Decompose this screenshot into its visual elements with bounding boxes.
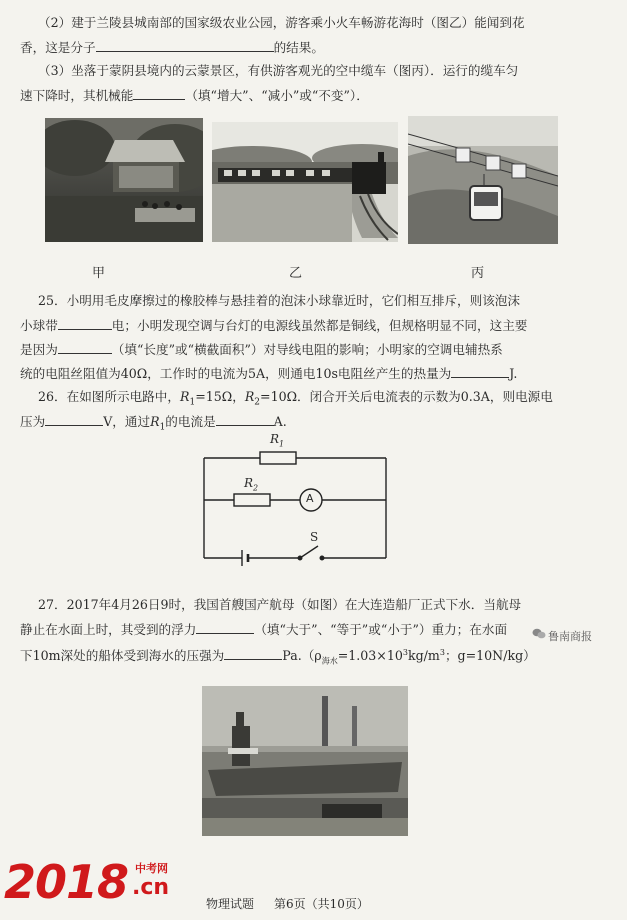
q26-line1: 26．在如图所示电路中，$R_1=15\Omega$，$R_2=10\Omega$．闭合开关后电流表的示数为0.3A，则电源电 [38, 389, 553, 408]
q27-line1: 27．2017年4月26日9时，我国首艘国产航母（如图）在大连造船厂正式下水．当航母 [38, 597, 522, 612]
q25-line4: 统的电阻丝阻值为40Ω，工作时的电流为5A，则通电10s电阻丝产生的热量为 J. [20, 366, 518, 381]
q-prev-2-line1: （2）建于兰陵县城南部的国家级农业公园，游客乘小火车畅游花海时（图乙）能闻到花 [38, 15, 525, 30]
answer-blank [451, 364, 509, 378]
photo-yi [212, 122, 398, 242]
footer-page: 第6页（共10页） [274, 897, 369, 911]
caption-bing: 丙 [471, 266, 485, 281]
footer-subject: 物理试题 [206, 897, 255, 911]
caption-yi: 乙 [289, 266, 303, 281]
logo-year: 2018 [4, 855, 129, 909]
label-r2: $R_2$ [244, 476, 259, 493]
watermark-text: 鲁南商报 [548, 630, 592, 643]
photo-carrier [202, 686, 408, 836]
answer-blank [45, 412, 103, 426]
answer-blank [96, 38, 274, 52]
q-prev-3-line2: 速下降时，其机械能 （填“增大”、“减小”或“不变”）． [20, 88, 369, 103]
q25-line1: 25．小明用毛皮摩擦过的橡胶棒与悬挂着的泡沫小球靠近时，它们相互排斥，则该泡沫 [38, 293, 520, 308]
answer-blank [224, 646, 282, 660]
switch-label: S [310, 530, 319, 544]
circuit-diagram [190, 430, 420, 570]
answer-blank [216, 412, 274, 426]
answer-blank [196, 620, 254, 634]
ammeter-label: A [306, 492, 314, 505]
wechat-icon [532, 628, 546, 639]
q26-line2: 压为 V，通过$R_1$的电流是 A. [20, 414, 287, 433]
q27-line2: 静止在水面上时，其受到的浮力 （填“大于”、“等于”或“小于”）重力；在水面 [20, 622, 508, 637]
answer-blank [133, 86, 185, 100]
q25-line3: 是因为 （填“长度”或“横截面积”）对导线电阻的影响；小明家的空调电辅热系 [20, 342, 503, 357]
answer-blank [58, 340, 112, 354]
q-prev-2-line2: 香，这是分子 的结果。 [20, 40, 324, 55]
photo-bing [408, 116, 558, 244]
logo-domain: .cn [132, 875, 170, 900]
answer-blank [58, 316, 112, 330]
caption-jia: 甲 [92, 266, 106, 281]
q27-line3: 下10m深处的船体受到海水的压强为 $Pa.(\rho_{海水}=1.03\times 10^3kg/m^3$；g=10N/kg） [20, 648, 536, 666]
q-prev-3-line1: （3）坐落于蒙阴县境内的云蒙景区，有供游客观光的空中缆车（图丙）．运行的缆车匀 [38, 63, 519, 78]
photo-jia [45, 118, 203, 242]
q25-line2: 小球带 电；小明发现空调与台灯的电源线虽然都是铜线，但规格明显不同，这主要 [20, 318, 528, 333]
logo-site-name: 中考网 [135, 862, 168, 875]
label-r1: $R_1$ [270, 432, 285, 449]
